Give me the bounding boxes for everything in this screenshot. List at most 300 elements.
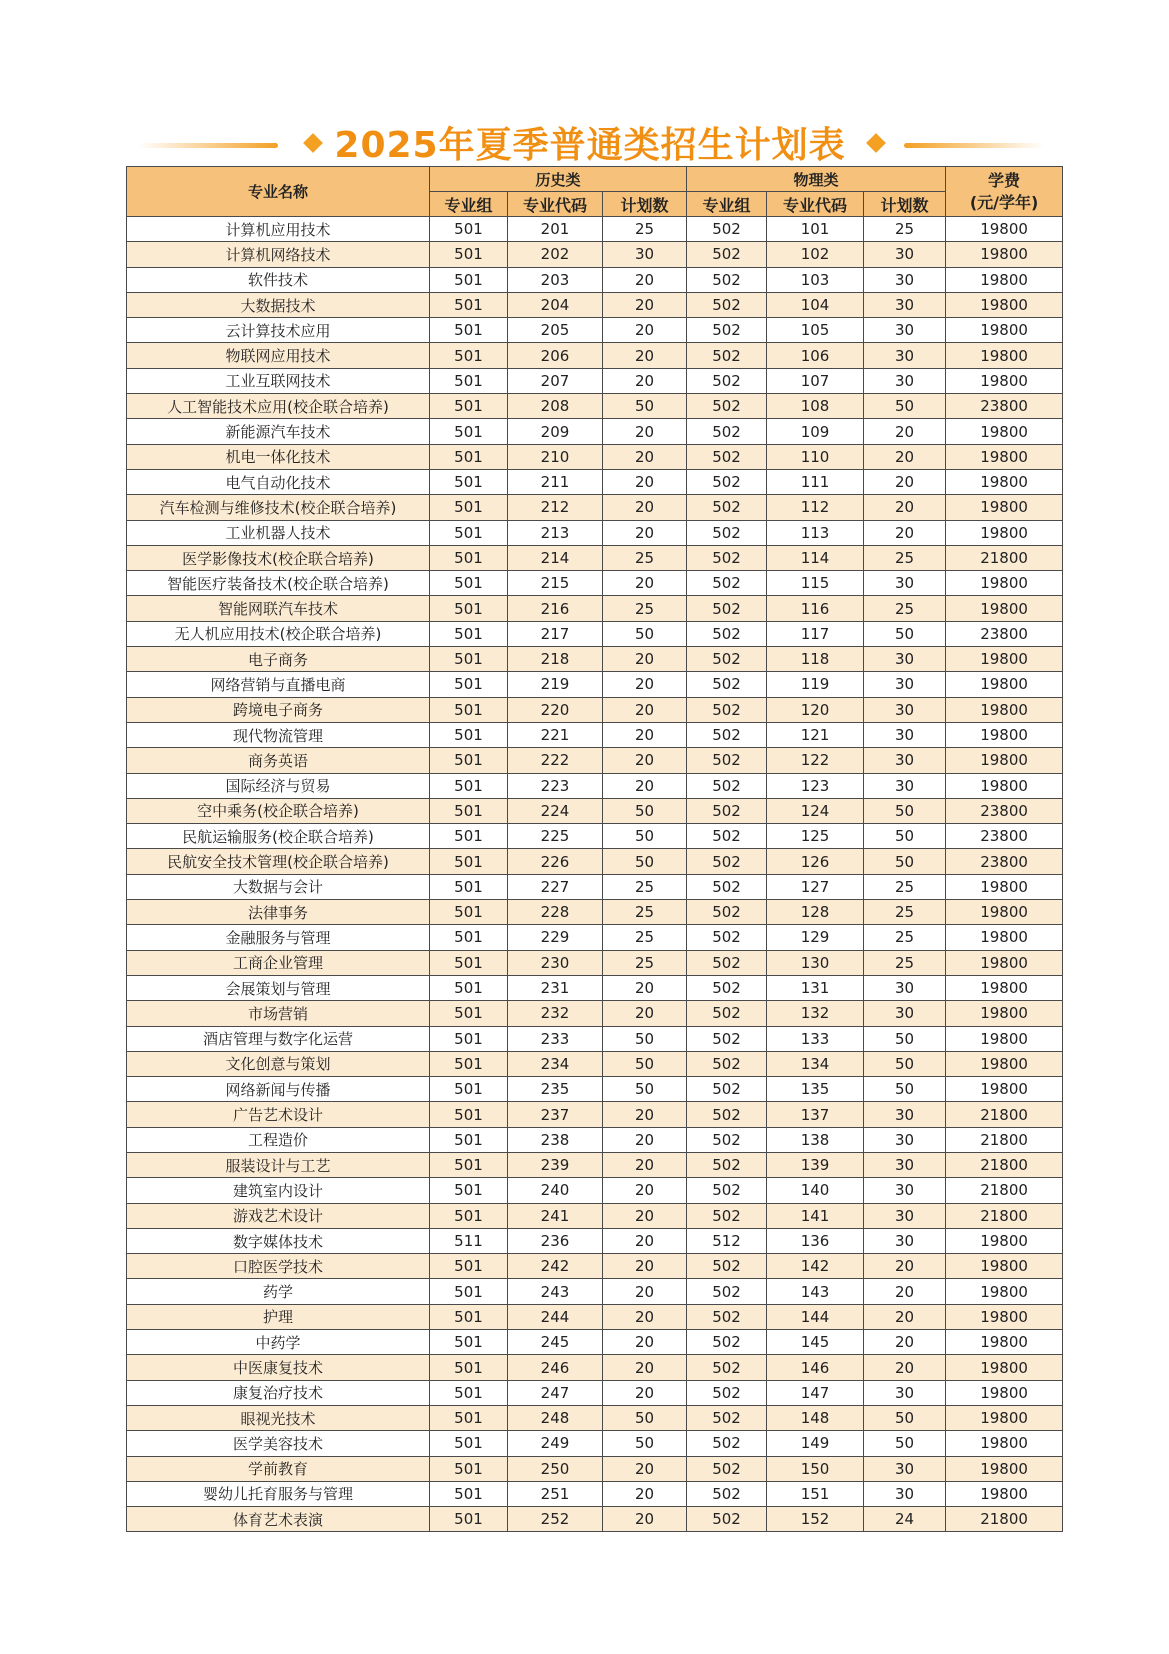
major-name-cell: 电子商务 [127,647,430,672]
history-code-cell: 250 [508,1456,603,1481]
history-plan-cell: 20 [603,318,687,343]
history-group-cell: 501 [430,267,508,292]
physics-plan-cell: 20 [864,520,946,545]
history-group-cell: 501 [430,469,508,494]
major-name-cell: 人工智能技术应用(校企联合培养) [127,394,430,419]
history-plan-cell: 20 [603,1127,687,1152]
table-row [127,1355,1063,1380]
physics-plan-cell: 20 [864,469,946,494]
table-row [127,520,1063,545]
history-group-cell: 511 [430,1228,508,1253]
physics-group-cell: 502 [687,900,767,925]
major-name-cell: 工业互联网技术 [127,368,430,393]
physics-plan-cell: 30 [864,1228,946,1253]
fee-cell: 19800 [946,343,1063,368]
history-plan-cell: 20 [603,1279,687,1304]
physics-plan-cell: 30 [864,343,946,368]
major-name-cell: 建筑室内设计 [127,1178,430,1203]
physics-plan-cell: 30 [864,1001,946,1026]
major-name-cell: 金融服务与管理 [127,925,430,950]
history-plan-cell: 20 [603,773,687,798]
physics-code-cell: 109 [767,419,864,444]
physics-group-cell: 502 [687,596,767,621]
table-row [127,1152,1063,1177]
physics-group-cell: 502 [687,1405,767,1430]
history-plan-cell: 20 [603,1481,687,1506]
history-code-cell: 232 [508,1001,603,1026]
history-plan-cell: 50 [603,824,687,849]
history-group-cell: 501 [430,596,508,621]
physics-group-cell: 502 [687,368,767,393]
physics-code-cell: 143 [767,1279,864,1304]
physics-code-cell: 123 [767,773,864,798]
physics-group-cell: 502 [687,621,767,646]
history-plan-cell: 20 [603,1102,687,1127]
history-group-cell: 501 [430,1380,508,1405]
history-plan-cell: 20 [603,975,687,1000]
physics-plan-cell: 30 [864,697,946,722]
table-row [127,1051,1063,1076]
physics-group-cell: 502 [687,647,767,672]
history-code-cell: 202 [508,242,603,267]
history-plan-cell: 25 [603,545,687,570]
history-plan-cell: 20 [603,748,687,773]
history-plan-cell: 20 [603,368,687,393]
history-code-cell: 215 [508,571,603,596]
physics-plan-cell: 50 [864,798,946,823]
fee-cell: 19800 [946,1456,1063,1481]
history-code-cell: 201 [508,217,603,242]
fee-cell: 23800 [946,621,1063,646]
major-name-cell: 智能网联汽车技术 [127,596,430,621]
major-name-cell: 医学美容技术 [127,1431,430,1456]
major-name-cell: 民航安全技术管理(校企联合培养) [127,849,430,874]
fee-cell: 19800 [946,1405,1063,1430]
history-group-cell: 501 [430,1456,508,1481]
fee-cell: 19800 [946,1481,1063,1506]
major-name-cell: 大数据技术 [127,292,430,317]
physics-plan-cell: 25 [864,545,946,570]
physics-plan-cell: 30 [864,1380,946,1405]
history-code-cell: 251 [508,1481,603,1506]
physics-plan-cell: 30 [864,571,946,596]
physics-plan-cell: 30 [864,1152,946,1177]
physics-code-cell: 146 [767,1355,864,1380]
table-row [127,925,1063,950]
major-name-cell: 网络营销与直播电商 [127,672,430,697]
history-code-cell: 205 [508,318,603,343]
table-row [127,672,1063,697]
major-name-cell: 广告艺术设计 [127,1102,430,1127]
history-code-cell: 230 [508,950,603,975]
physics-code-cell: 121 [767,722,864,747]
major-name-cell: 酒店管理与数字化运营 [127,1026,430,1051]
fee-cell: 21800 [946,545,1063,570]
table-row [127,975,1063,1000]
physics-plan-cell: 25 [864,874,946,899]
fee-cell: 21800 [946,1127,1063,1152]
major-name-cell: 网络新闻与传播 [127,1077,430,1102]
major-name-cell: 计算机应用技术 [127,217,430,242]
table-row [127,1178,1063,1203]
major-name-cell: 医学影像技术(校企联合培养) [127,545,430,570]
history-code-cell: 213 [508,520,603,545]
physics-group-cell: 502 [687,267,767,292]
fee-cell: 19800 [946,318,1063,343]
physics-group-cell: 502 [687,798,767,823]
history-group-cell: 501 [430,849,508,874]
fee-cell: 23800 [946,798,1063,823]
table-body [127,217,1063,1532]
fee-cell: 19800 [946,1051,1063,1076]
history-code-cell: 218 [508,647,603,672]
physics-plan-cell: 50 [864,824,946,849]
physics-code-cell: 102 [767,242,864,267]
title-line-left [138,143,278,148]
table-row [127,1456,1063,1481]
history-plan-cell: 25 [603,596,687,621]
physics-plan-cell: 30 [864,318,946,343]
physics-group-cell: 502 [687,925,767,950]
physics-plan-cell: 30 [864,1127,946,1152]
fee-cell: 19800 [946,1279,1063,1304]
history-plan-cell: 20 [603,1355,687,1380]
physics-code-cell: 105 [767,318,864,343]
table-row [127,1102,1063,1127]
major-name-cell: 民航运输服务(校企联合培养) [127,824,430,849]
table-row [127,1431,1063,1456]
history-code-cell: 242 [508,1254,603,1279]
table-row [127,1507,1063,1532]
fee-cell: 19800 [946,495,1063,520]
physics-group-cell: 502 [687,1077,767,1102]
physics-plan-cell: 20 [864,1330,946,1355]
major-name-cell: 数字媒体技术 [127,1228,430,1253]
physics-plan-cell: 30 [864,292,946,317]
physics-plan-cell: 30 [864,1481,946,1506]
major-name-cell: 工程造价 [127,1127,430,1152]
history-plan-cell: 50 [603,849,687,874]
history-plan-cell: 20 [603,495,687,520]
history-plan-cell: 20 [603,343,687,368]
physics-code-cell: 150 [767,1456,864,1481]
history-group-cell: 501 [430,1481,508,1506]
physics-group-cell: 502 [687,1279,767,1304]
physics-code-cell: 108 [767,394,864,419]
fee-cell: 19800 [946,469,1063,494]
history-group-cell: 501 [430,647,508,672]
table-row [127,217,1063,242]
history-plan-cell: 50 [603,394,687,419]
major-name-cell: 智能医疗装备技术(校企联合培养) [127,571,430,596]
physics-group-cell: 502 [687,722,767,747]
table-row [127,545,1063,570]
table-row [127,748,1063,773]
table-row [127,318,1063,343]
history-group-cell: 501 [430,217,508,242]
physics-group-cell: 502 [687,545,767,570]
history-plan-cell: 50 [603,1077,687,1102]
physics-code-cell: 145 [767,1330,864,1355]
physics-code-cell: 115 [767,571,864,596]
physics-group-cell: 502 [687,1127,767,1152]
header-fee-line1: 学费 [988,170,1021,190]
major-name-cell: 文化创意与策划 [127,1051,430,1076]
physics-plan-cell: 25 [864,925,946,950]
physics-group-cell: 502 [687,697,767,722]
physics-group-cell: 502 [687,444,767,469]
major-name-cell: 现代物流管理 [127,722,430,747]
physics-group-cell: 502 [687,318,767,343]
physics-plan-cell: 20 [864,1355,946,1380]
history-group-cell: 501 [430,798,508,823]
history-group-cell: 501 [430,950,508,975]
fee-cell: 19800 [946,520,1063,545]
fee-cell: 19800 [946,1001,1063,1026]
history-code-cell: 211 [508,469,603,494]
table-row [127,1254,1063,1279]
physics-code-cell: 101 [767,217,864,242]
physics-code-cell: 130 [767,950,864,975]
history-group-cell: 501 [430,520,508,545]
history-code-cell: 210 [508,444,603,469]
history-plan-cell: 50 [603,621,687,646]
physics-plan-cell: 20 [864,1304,946,1329]
history-plan-cell: 25 [603,217,687,242]
physics-code-cell: 117 [767,621,864,646]
major-name-cell: 工业机器人技术 [127,520,430,545]
physics-code-cell: 126 [767,849,864,874]
history-group-cell: 501 [430,874,508,899]
physics-group-cell: 502 [687,748,767,773]
table-row [127,1304,1063,1329]
major-name-cell: 新能源汽车技术 [127,419,430,444]
history-group-cell: 501 [430,1304,508,1329]
history-plan-cell: 20 [603,1254,687,1279]
fee-cell: 19800 [946,748,1063,773]
history-plan-cell: 50 [603,798,687,823]
history-plan-cell: 20 [603,1228,687,1253]
history-plan-cell: 20 [603,520,687,545]
physics-code-cell: 135 [767,1077,864,1102]
physics-group-cell: 502 [687,1355,767,1380]
physics-plan-cell: 50 [864,1077,946,1102]
physics-group-cell: 502 [687,242,767,267]
table-row [127,621,1063,646]
physics-code-cell: 128 [767,900,864,925]
table-row [127,495,1063,520]
fee-cell: 19800 [946,874,1063,899]
physics-group-cell: 502 [687,1507,767,1532]
fee-cell: 19800 [946,975,1063,1000]
history-plan-cell: 20 [603,469,687,494]
history-plan-cell: 25 [603,874,687,899]
history-code-cell: 248 [508,1405,603,1430]
table-row [127,394,1063,419]
major-name-cell: 康复治疗技术 [127,1380,430,1405]
history-plan-cell: 20 [603,722,687,747]
history-group-cell: 501 [430,1102,508,1127]
physics-code-cell: 141 [767,1203,864,1228]
table-row [127,1127,1063,1152]
history-group-cell: 501 [430,394,508,419]
history-plan-cell: 50 [603,1051,687,1076]
history-plan-cell: 20 [603,292,687,317]
physics-plan-cell: 30 [864,1178,946,1203]
fee-cell: 19800 [946,647,1063,672]
physics-code-cell: 120 [767,697,864,722]
physics-code-cell: 112 [767,495,864,520]
history-group-cell: 501 [430,925,508,950]
fee-cell: 19800 [946,1380,1063,1405]
table-row [127,1481,1063,1506]
fee-cell: 19800 [946,267,1063,292]
history-code-cell: 209 [508,419,603,444]
physics-code-cell: 138 [767,1127,864,1152]
physics-plan-cell: 20 [864,1254,946,1279]
history-group-cell: 501 [430,242,508,267]
fee-cell: 19800 [946,1254,1063,1279]
physics-code-cell: 139 [767,1152,864,1177]
diamond-ornament-right-icon [866,133,886,153]
history-code-cell: 240 [508,1178,603,1203]
physics-plan-cell: 30 [864,1456,946,1481]
physics-plan-cell: 25 [864,217,946,242]
fee-cell: 19800 [946,571,1063,596]
history-code-cell: 237 [508,1102,603,1127]
history-plan-cell: 20 [603,1152,687,1177]
history-group-cell: 501 [430,824,508,849]
major-name-cell: 云计算技术应用 [127,318,430,343]
history-code-cell: 206 [508,343,603,368]
physics-plan-cell: 30 [864,975,946,1000]
fee-cell: 19800 [946,1026,1063,1051]
physics-plan-cell: 30 [864,368,946,393]
history-group-cell: 501 [430,1001,508,1026]
table-row [127,444,1063,469]
fee-cell: 23800 [946,824,1063,849]
physics-plan-cell: 20 [864,419,946,444]
history-plan-cell: 20 [603,1304,687,1329]
enrollment-plan-table [126,166,1063,1532]
fee-cell: 19800 [946,1431,1063,1456]
major-name-cell: 空中乘务(校企联合培养) [127,798,430,823]
history-plan-cell: 20 [603,1178,687,1203]
physics-code-cell: 147 [767,1380,864,1405]
fee-cell: 19800 [946,1330,1063,1355]
history-group-cell: 501 [430,292,508,317]
history-plan-cell: 20 [603,697,687,722]
physics-group-cell: 502 [687,824,767,849]
physics-group-cell: 502 [687,975,767,1000]
history-code-cell: 244 [508,1304,603,1329]
history-group-cell: 501 [430,748,508,773]
physics-code-cell: 125 [767,824,864,849]
major-name-cell: 法律事务 [127,900,430,925]
fee-cell: 19800 [946,217,1063,242]
header-history-plan: 计划数 [603,192,687,217]
history-code-cell: 208 [508,394,603,419]
table-row [127,1203,1063,1228]
physics-group-cell: 502 [687,520,767,545]
fee-cell: 19800 [946,722,1063,747]
physics-code-cell: 137 [767,1102,864,1127]
history-group-cell: 501 [430,571,508,596]
header-physics: 物理类 [687,167,946,192]
history-code-cell: 247 [508,1380,603,1405]
table-row [127,900,1063,925]
physics-code-cell: 129 [767,925,864,950]
physics-group-cell: 502 [687,1026,767,1051]
major-name-cell: 会展策划与管理 [127,975,430,1000]
fee-cell: 21800 [946,1178,1063,1203]
history-plan-cell: 25 [603,925,687,950]
physics-group-cell: 502 [687,773,767,798]
history-plan-cell: 50 [603,1431,687,1456]
table-row [127,242,1063,267]
fee-cell: 21800 [946,1152,1063,1177]
major-name-cell: 婴幼儿托育服务与管理 [127,1481,430,1506]
history-group-cell: 501 [430,1431,508,1456]
header-major-name: 专业名称 [127,167,430,217]
table-row [127,292,1063,317]
physics-code-cell: 110 [767,444,864,469]
physics-plan-cell: 25 [864,596,946,621]
physics-code-cell: 106 [767,343,864,368]
table-row [127,722,1063,747]
history-code-cell: 219 [508,672,603,697]
major-name-cell: 护理 [127,1304,430,1329]
history-code-cell: 223 [508,773,603,798]
physics-plan-cell: 30 [864,647,946,672]
physics-code-cell: 140 [767,1178,864,1203]
physics-group-cell: 502 [687,874,767,899]
physics-group-cell: 502 [687,343,767,368]
history-group-cell: 501 [430,495,508,520]
physics-plan-cell: 50 [864,1051,946,1076]
physics-group-cell: 502 [687,1152,767,1177]
physics-group-cell: 502 [687,1431,767,1456]
major-name-cell: 软件技术 [127,267,430,292]
physics-group-cell: 502 [687,1102,767,1127]
history-code-cell: 227 [508,874,603,899]
physics-code-cell: 119 [767,672,864,697]
history-group-cell: 501 [430,1330,508,1355]
history-group-cell: 501 [430,900,508,925]
table-row [127,849,1063,874]
history-plan-cell: 20 [603,1330,687,1355]
physics-code-cell: 116 [767,596,864,621]
physics-group-cell: 502 [687,1254,767,1279]
history-code-cell: 246 [508,1355,603,1380]
history-plan-cell: 20 [603,1001,687,1026]
physics-code-cell: 134 [767,1051,864,1076]
physics-plan-cell: 30 [864,1102,946,1127]
major-name-cell: 商务英语 [127,748,430,773]
physics-group-cell: 502 [687,1456,767,1481]
physics-plan-cell: 24 [864,1507,946,1532]
physics-group-cell: 502 [687,495,767,520]
history-plan-cell: 20 [603,1380,687,1405]
history-group-cell: 501 [430,1152,508,1177]
history-code-cell: 252 [508,1507,603,1532]
table-row [127,773,1063,798]
header-physics-plan: 计划数 [864,192,946,217]
physics-plan-cell: 50 [864,1026,946,1051]
history-plan-cell: 50 [603,1405,687,1430]
physics-code-cell: 103 [767,267,864,292]
table-row [127,1380,1063,1405]
